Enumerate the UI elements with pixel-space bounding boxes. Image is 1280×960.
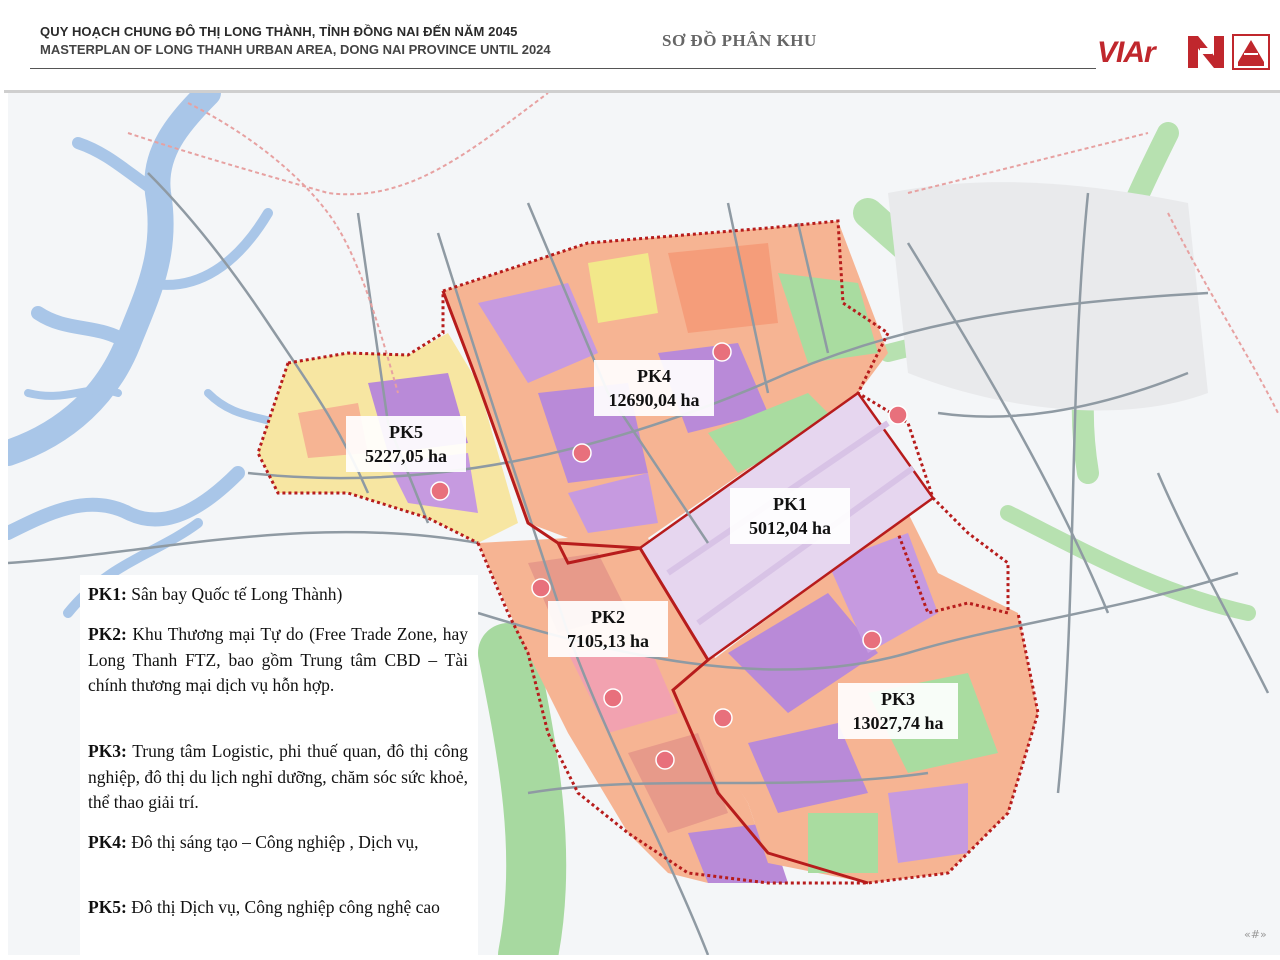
zone-label-pk3 [838, 683, 958, 739]
legend-item-pk2 [88, 622, 468, 699]
legend-item-pk5 [88, 895, 468, 921]
legend-text: Đô thị sáng tạo – Công nghiệp , Dịch vụ, [131, 832, 419, 852]
n-logo-icon [1186, 34, 1226, 70]
zone-area: 12690,04 ha [608, 390, 700, 410]
zone-area: 13027,74 ha [852, 713, 944, 733]
viar-logo: VIAr [1097, 36, 1155, 69]
legend-code: PK5: [88, 897, 127, 917]
title-english: MASTERPLAN OF LONG THANH URBAN AREA, DONG NAI PROVINCE UNTIL 2024 [40, 42, 551, 57]
legend-item-pk4 [88, 830, 468, 856]
zone-label-pk4 [594, 360, 714, 416]
legend-text: Sân bay Quốc tế Long Thành) [131, 584, 343, 604]
legend-code: PK4: [88, 832, 127, 852]
legend-code: PK1: [88, 584, 127, 604]
building-logo-icon [1232, 34, 1270, 70]
page-mark: «#» [1244, 928, 1267, 941]
zone-area: 5012,04 ha [748, 518, 831, 538]
legend-text: Khu Thương mại Tự do (Free Trade Zone, hay Long Thanh FTZ, bao gồm Trung tâm CBD – Tài chính thương mại dịch vụ hỗn hợp. [88, 624, 468, 695]
legend-code: PK3: [88, 741, 127, 761]
header [0, 0, 1280, 92]
zone-code: PK2 [591, 607, 625, 627]
title-vietnamese: QUY HOẠCH CHUNG ĐÔ THỊ LONG THÀNH, TỈNH ĐỒNG NAI ĐẾN NĂM 2045 [40, 24, 518, 39]
zone-label-pk2 [548, 601, 668, 657]
zone-area: 7105,13 ha [566, 631, 649, 651]
zone-code: PK3 [881, 689, 915, 709]
section-title: SƠ ĐỒ PHÂN KHU [662, 31, 817, 50]
zone-code: PK1 [773, 494, 807, 514]
zone-label-pk1 [730, 488, 850, 544]
zone-label-pk5 [346, 416, 466, 472]
zone-code: PK5 [389, 422, 423, 442]
legend-item-pk1 [88, 582, 468, 608]
zone-code: PK4 [637, 366, 671, 386]
legend-item-pk3 [88, 739, 468, 816]
legend-text: Trung tâm Logistic, phi thuế quan, đô thị công nghiệp, đô thị du lịch nghỉ dưỡng, chăm sóc sức khoẻ, thể thao giải trí. [88, 741, 469, 812]
legend-code: PK2: [88, 624, 127, 644]
header-divider [30, 68, 1096, 69]
zone-area: 5227,05 ha [364, 446, 447, 466]
legend-text: Đô thị Dịch vụ, Công nghiệp công nghệ cao [131, 897, 440, 917]
